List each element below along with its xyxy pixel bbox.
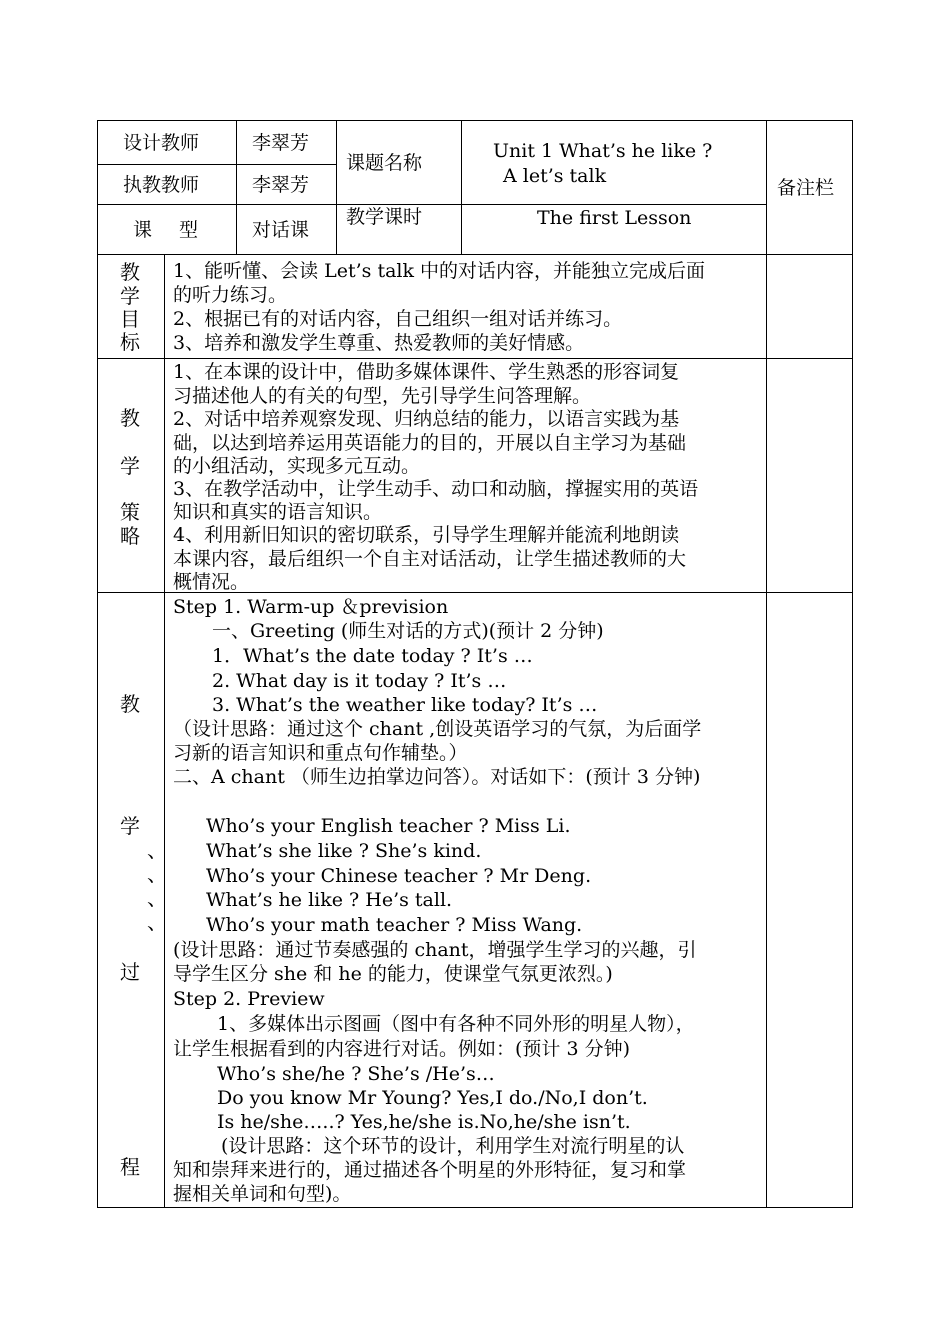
process-line: 握相关单词和句型)。 [173,1183,352,1205]
topic-title-line2: A let’s talk [503,165,607,187]
process-line: (设计思路：通过节奏感强的 chant，增强学生学习的兴趣，引 [173,939,697,961]
chant-line: What’s he like ? He’s tall. [206,889,453,911]
process-label-char: 程 [120,1155,140,1179]
goals-label-char: 标 [120,330,140,354]
column-divider [336,120,337,254]
process-line: 1、多媒体出示图画（图中有各种不同外形的明星人物）， [217,1013,695,1035]
process-line: (设计思路：这个环节的设计，利用学生对流行明星的认 [221,1135,685,1157]
lesson-type-label-1: 课 [133,219,153,241]
process-label-char: 、 [147,862,167,886]
chant-line: Who’s your English teacher ? Miss Li. [206,815,571,837]
column-divider [236,120,237,254]
strategy-label-char: 学 [120,454,140,478]
strategy-line: 知识和真实的语言知识。 [173,501,383,523]
table-border-right [852,120,853,1208]
process-label-char: 、 [147,886,167,910]
strategy-line: 1、在本课的设计中，借助多媒体课件、学生熟悉的形容词复 [173,361,680,383]
goals-label-char: 学 [120,284,140,308]
process-label-char: 教 [120,692,140,716]
chant-line: Who’s your math teacher ? Miss Wang. [206,914,583,936]
process-line: 让学生根据看到的内容进行对话。例如：(预计 3 分钟) [173,1038,630,1060]
goals-line: 3、培养和激发学生尊重、热爱教师的美好情感。 [173,332,585,354]
teaching-teacher-label: 执教教师 [123,174,200,196]
chant-line: What’s she like ? She’s kind. [206,840,482,862]
goals-label-char: 目 [120,307,140,331]
lesson-type-label-2: 型 [179,219,199,241]
remarks-label: 备注栏 [777,177,835,199]
process-line: 一、Greeting (师生对话的方式)(预计 2 分钟) [212,620,604,642]
process-line: 2. What day is it today ? It’s … [212,670,507,692]
design-teacher-value: 李翠芳 [252,132,310,154]
strategy-line: 习描述他人的有关的句型，先引导学生问答理解。 [173,385,592,407]
dialogue-line: Do you know Mr Young? Yes,I do./No,I don’t. [217,1087,648,1109]
period-value: The first Lesson [537,207,692,229]
process-line: 习新的语言知识和重点句作辅垫。） [173,742,468,764]
process-line: Step 2. Preview [173,988,325,1010]
table-border-left [97,120,98,1208]
strategy-line: 概情况。 [173,571,250,593]
goals-line: 1、能听懂、会读 Let’s talk 中的对话内容，并能独立完成后面 [173,260,706,282]
process-label-char: 学 [120,814,140,838]
strategy-line: 4、利用新旧知识的密切联系，引导学生理解并能流利地朗读 [173,524,680,546]
strategy-line: 3、在教学活动中，让学生动手、动口和动脑，撑握实用的英语 [173,478,699,500]
row-divider [97,358,853,359]
strategy-line: 础，以达到培养运用英语能力的目的，开展以自主学习为基础 [173,432,687,454]
process-line: （设计思路：通过这个 chant ,创设英语学习的气氛，为后面学 [173,718,702,740]
process-label-char: 过 [120,960,140,984]
topic-title-line1: Unit 1 What’s he like ? [493,140,713,162]
strategy-label-char: 教 [120,406,140,430]
process-line: 知和崇拜来进行的，通过描述各个明星的外形特征，复习和掌 [173,1159,687,1181]
period-label: 教学课时 [346,206,423,228]
row-divider [97,254,853,255]
chant-line: Who’s your Chinese teacher ? Mr Deng. [206,865,592,887]
goals-label-char: 教 [120,260,140,284]
goals-line: 2、根据已有的对话内容，自己组织一组对话并练习。 [173,308,623,330]
process-line: 1．What’s the date today ? It’s … [212,645,533,667]
column-divider [766,120,767,1208]
table-border-top [97,120,853,121]
strategy-line: 本课内容，最后组织一个自主对话活动，让学生描述教师的大 [173,548,687,570]
process-line: 二、A chant （师生边拍掌边问答）。对话如下：(预计 3 分钟) [173,766,701,788]
process-line: 导学生区分 she 和 he 的能力，使课堂气氛更浓烈。) [173,963,613,985]
row-divider [97,204,766,205]
dialogue-line: Who’s she/he ? She’s /He’s… [217,1063,495,1085]
strategy-line: 2、对话中培养观察发现、归纳总结的能力，以语言实践为基 [173,408,680,430]
column-divider [164,254,165,1208]
strategy-label-char: 策 [120,500,140,524]
design-teacher-label: 设计教师 [123,132,200,154]
strategy-label-char: 略 [120,524,140,548]
process-label-char: 、 [147,910,167,934]
process-line: Step 1. Warm-up ＆prevision [173,596,449,618]
strategy-line: 的小组活动，实现多元互动。 [173,455,421,477]
dialogue-line: Is he/she…..? Yes,he/she is.No,he/she isn’t. [217,1111,631,1133]
process-line: 3. What’s the weather like today? It’s … [212,694,598,716]
row-divider [97,164,337,165]
goals-line: 的听力练习。 [173,284,288,306]
table-border-bottom [97,1207,853,1208]
topic-label: 课题名称 [346,152,423,174]
lesson-type-value: 对话课 [252,219,310,241]
process-label-char: 、 [147,838,167,862]
column-divider [461,120,462,254]
teaching-teacher-value: 李翠芳 [252,174,310,196]
